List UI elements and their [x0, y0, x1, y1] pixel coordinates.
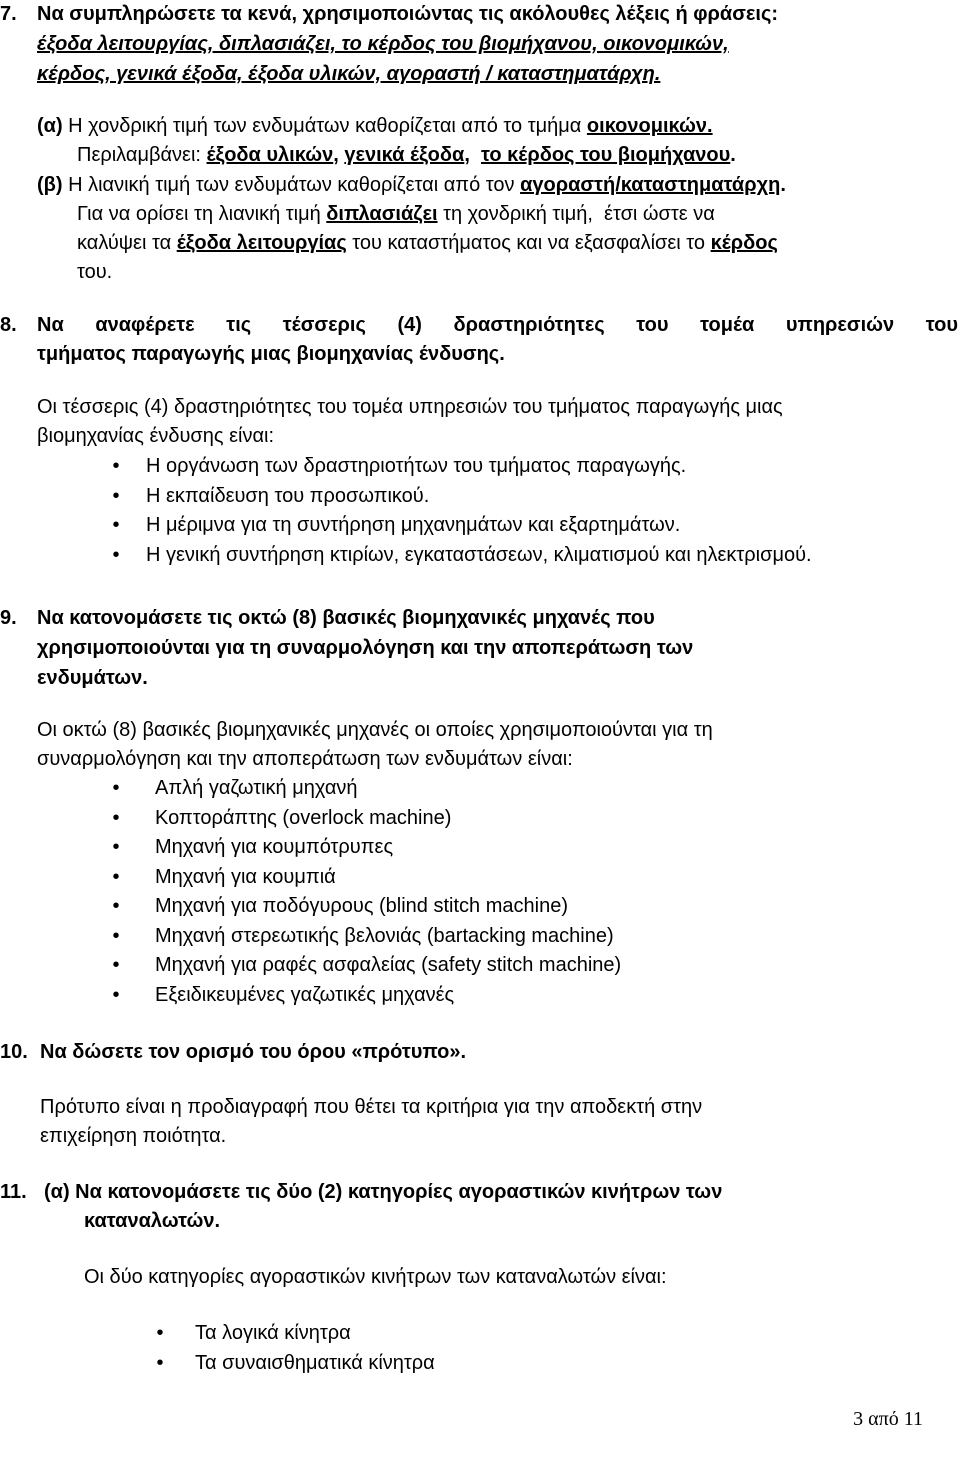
list-item: [106, 863, 886, 893]
q11-question-line2: καταναλωτών.: [84, 1210, 221, 1232]
q7-c1-text: Για να ορίσει τη λιανική τιμή: [77, 203, 327, 225]
bullet-icon: •: [112, 836, 120, 858]
q7-c2-answer: έξοδα λειτουργίας: [176, 232, 347, 254]
bullet-icon: •: [112, 806, 120, 829]
q11-motive-list: [150, 1319, 650, 1378]
list-item-text: Εξειδικευμένες γαζωτικές μηχανές: [155, 983, 455, 1006]
q10-number: 10.: [0, 1041, 28, 1063]
list-item-text: Η μέριμνα για τη συντήρηση μηχανημάτων και εξαρτημάτων.: [146, 514, 681, 536]
q7-a2-end: .: [730, 144, 736, 166]
q7-word-list-2: κέρδος, γενικά έξοδα, έξοδα υλικών, αγοραστή / καταστηματάρχη.: [37, 63, 661, 85]
list-item: [106, 774, 886, 804]
q8-activity-list: [106, 452, 960, 570]
bullet-icon: •: [112, 514, 120, 536]
bullet-icon: •: [156, 1322, 164, 1344]
list-item-text: Η οργάνωση των δραστηριοτήτων του τμήματος παραγωγής.: [146, 455, 687, 477]
bullet-icon: •: [112, 543, 120, 566]
bullet-icon: •: [112, 865, 120, 888]
q9-question-line2: χρησιμοποιούνται για τη συναρμολόγηση και την αποπεράτωση των: [37, 637, 694, 659]
list-item: [106, 482, 960, 512]
q7-a-text: Η χονδρική τιμή των ενδυμάτων καθορίζεται από το τμήμα: [62, 115, 587, 137]
q9-machine-list: [106, 774, 886, 1010]
bullet-icon: •: [112, 983, 120, 1006]
q7-b-answer: αγοραστή/καταστηματάρχη: [520, 174, 781, 196]
q7-part-c-line2: [77, 229, 778, 259]
q7-a2-sep-1: ,: [333, 144, 345, 166]
q9-question-line1: Να κατονομάσετε τις οκτώ (8) βασικές βιομηχανικές μηχανές που: [37, 607, 655, 629]
q10-question: Να δώσετε τον ορισμό του όρου «πρότυπο».: [40, 1041, 467, 1063]
list-item-text: Τα λογικά κίνητρα: [195, 1322, 351, 1344]
q7-b-end: .: [780, 174, 786, 196]
list-item-text: Μηχανή για κουμπιά: [155, 865, 336, 888]
list-item-text: Η εκπαίδευση του προσωπικού.: [146, 484, 430, 507]
q7-part-a-line2: [77, 141, 736, 171]
q7-a2-text: Περιλαμβάνει:: [77, 144, 207, 166]
list-item: [106, 452, 960, 482]
q7-word-list-1: έξοδα λειτουργίας, διπλασιάζει, το κέρδος του βιομήχανου, οικονομικών,: [37, 33, 729, 55]
q8-question-line2: τμήματος παραγωγής μιας βιομηχανίας ένδυσης.: [37, 343, 505, 365]
list-item: [150, 1319, 650, 1349]
list-item-text: Τα συναισθηματικά κίνητρα: [195, 1351, 435, 1374]
bullet-icon: •: [112, 455, 120, 477]
bullet-icon: •: [112, 924, 120, 947]
q10-answer-line1: Πρότυπο είναι η προδιαγραφή που θέτει τα κριτήρια για την αποδεκτή στην: [40, 1096, 703, 1118]
q9-question-line3: ενδυμάτων.: [37, 667, 148, 689]
q7-a2-answer-2: γενικά έξοδα: [344, 144, 465, 166]
bullet-icon: •: [112, 484, 120, 507]
bullet-icon: •: [112, 954, 120, 976]
list-item-text: Η γενική συντήρηση κτιρίων, εγκαταστάσεων, κλιματισμού και ηλεκτρισμού.: [146, 543, 812, 566]
q11-question-line1: (α) Να κατονομάσετε τις δύο (2) κατηγορίες αγοραστικών κινήτρων των: [44, 1181, 723, 1203]
list-item-text: Μηχανή για κουμπότρυπες: [155, 836, 394, 858]
q7-a-answer: οικονομικών.: [586, 115, 713, 137]
q11-number: 11.: [0, 1181, 27, 1203]
q11-answer: Οι δύο κατηγορίες αγοραστικών κινήτρων των καταναλωτών είναι:: [84, 1266, 667, 1288]
q7-b-text: Η λιανική τιμή των ενδυμάτων καθορίζεται από τον: [62, 174, 521, 196]
bullet-icon: •: [156, 1351, 164, 1374]
q10-answer-line2: επιχείρηση ποιότητα.: [40, 1125, 227, 1147]
q7-part-a: [37, 112, 713, 142]
q7-a2-sep-2: ,: [464, 144, 481, 166]
list-item: [150, 1349, 650, 1379]
q8-number: 8.: [0, 314, 17, 336]
list-item-text: Μηχανή για ποδόγυρους (blind stitch machine): [155, 895, 568, 917]
q9-number: 9.: [0, 607, 17, 629]
list-item: [106, 511, 960, 541]
bullet-icon: •: [112, 895, 120, 917]
q7-part-c-line1: [77, 200, 715, 230]
q9-answer-line1: Οι οκτώ (8) βασικές βιομηχανικές μηχανές οι οποίες χρησιμοποιούνται για τη: [37, 719, 713, 741]
q7-a2-answer-3: το κέρδος του βιομήχανου: [481, 144, 731, 166]
q7-number: 7.: [0, 3, 17, 25]
q8-question-line1: Να αναφέρετε τις τέσσερις (4) δραστηριότητες του τομέα υπηρεσιών του: [37, 314, 958, 336]
q7-prompt: Να συμπληρώσετε τα κενά, χρησιμοποιώντας τις ακόλουθες λέξεις ή φράσεις:: [37, 3, 779, 25]
list-item-text: Μηχανή για ραφές ασφαλείας (safety stitch machine): [155, 954, 622, 976]
q7-a2-answer-1: έξοδα υλικών: [206, 144, 334, 166]
page-number: 3 από 11: [853, 1408, 923, 1430]
q7-part-b: [37, 171, 786, 201]
q9-answer-line2: συναρμολόγηση και την αποπεράτωση των ενδυμάτων είναι:: [37, 748, 573, 770]
list-item: [106, 804, 886, 834]
list-item: [106, 541, 960, 571]
q7-c2-text: καλύψει τα: [77, 232, 177, 254]
q8-answer-line2: βιομηχανίας ένδυσης είναι:: [37, 425, 275, 447]
list-item-text: Απλή γαζωτική μηχανή: [155, 777, 358, 799]
list-item-text: Μηχανή στερεωτικής βελονιάς (bartacking machine): [155, 924, 614, 947]
q7-b-label: (β): [37, 174, 63, 196]
q7-c2-mid: του καταστήματος και να εξασφαλίσει το: [346, 232, 711, 254]
q7-c1-end: τη χονδρική τιμή, έτσι ώστε να: [437, 203, 715, 225]
q8-answer-line1: Οι τέσσερις (4) δραστηριότητες του τομέα υπηρεσιών του τμήματος παραγωγής μιας: [37, 396, 783, 418]
list-item-text: Κοπτοράπτης (overlock machine): [155, 806, 452, 829]
q7-a-label: (α): [37, 115, 63, 137]
q7-c1-answer: διπλασιάζει: [326, 203, 438, 225]
list-item: [106, 833, 886, 863]
list-item: [106, 981, 886, 1011]
q7-c2-answer-2: κέρδος: [710, 232, 778, 254]
list-item: [106, 951, 886, 981]
q7-part-c-line3: του.: [77, 261, 113, 283]
bullet-icon: •: [112, 777, 120, 799]
list-item: [106, 922, 886, 952]
list-item: [106, 892, 886, 922]
